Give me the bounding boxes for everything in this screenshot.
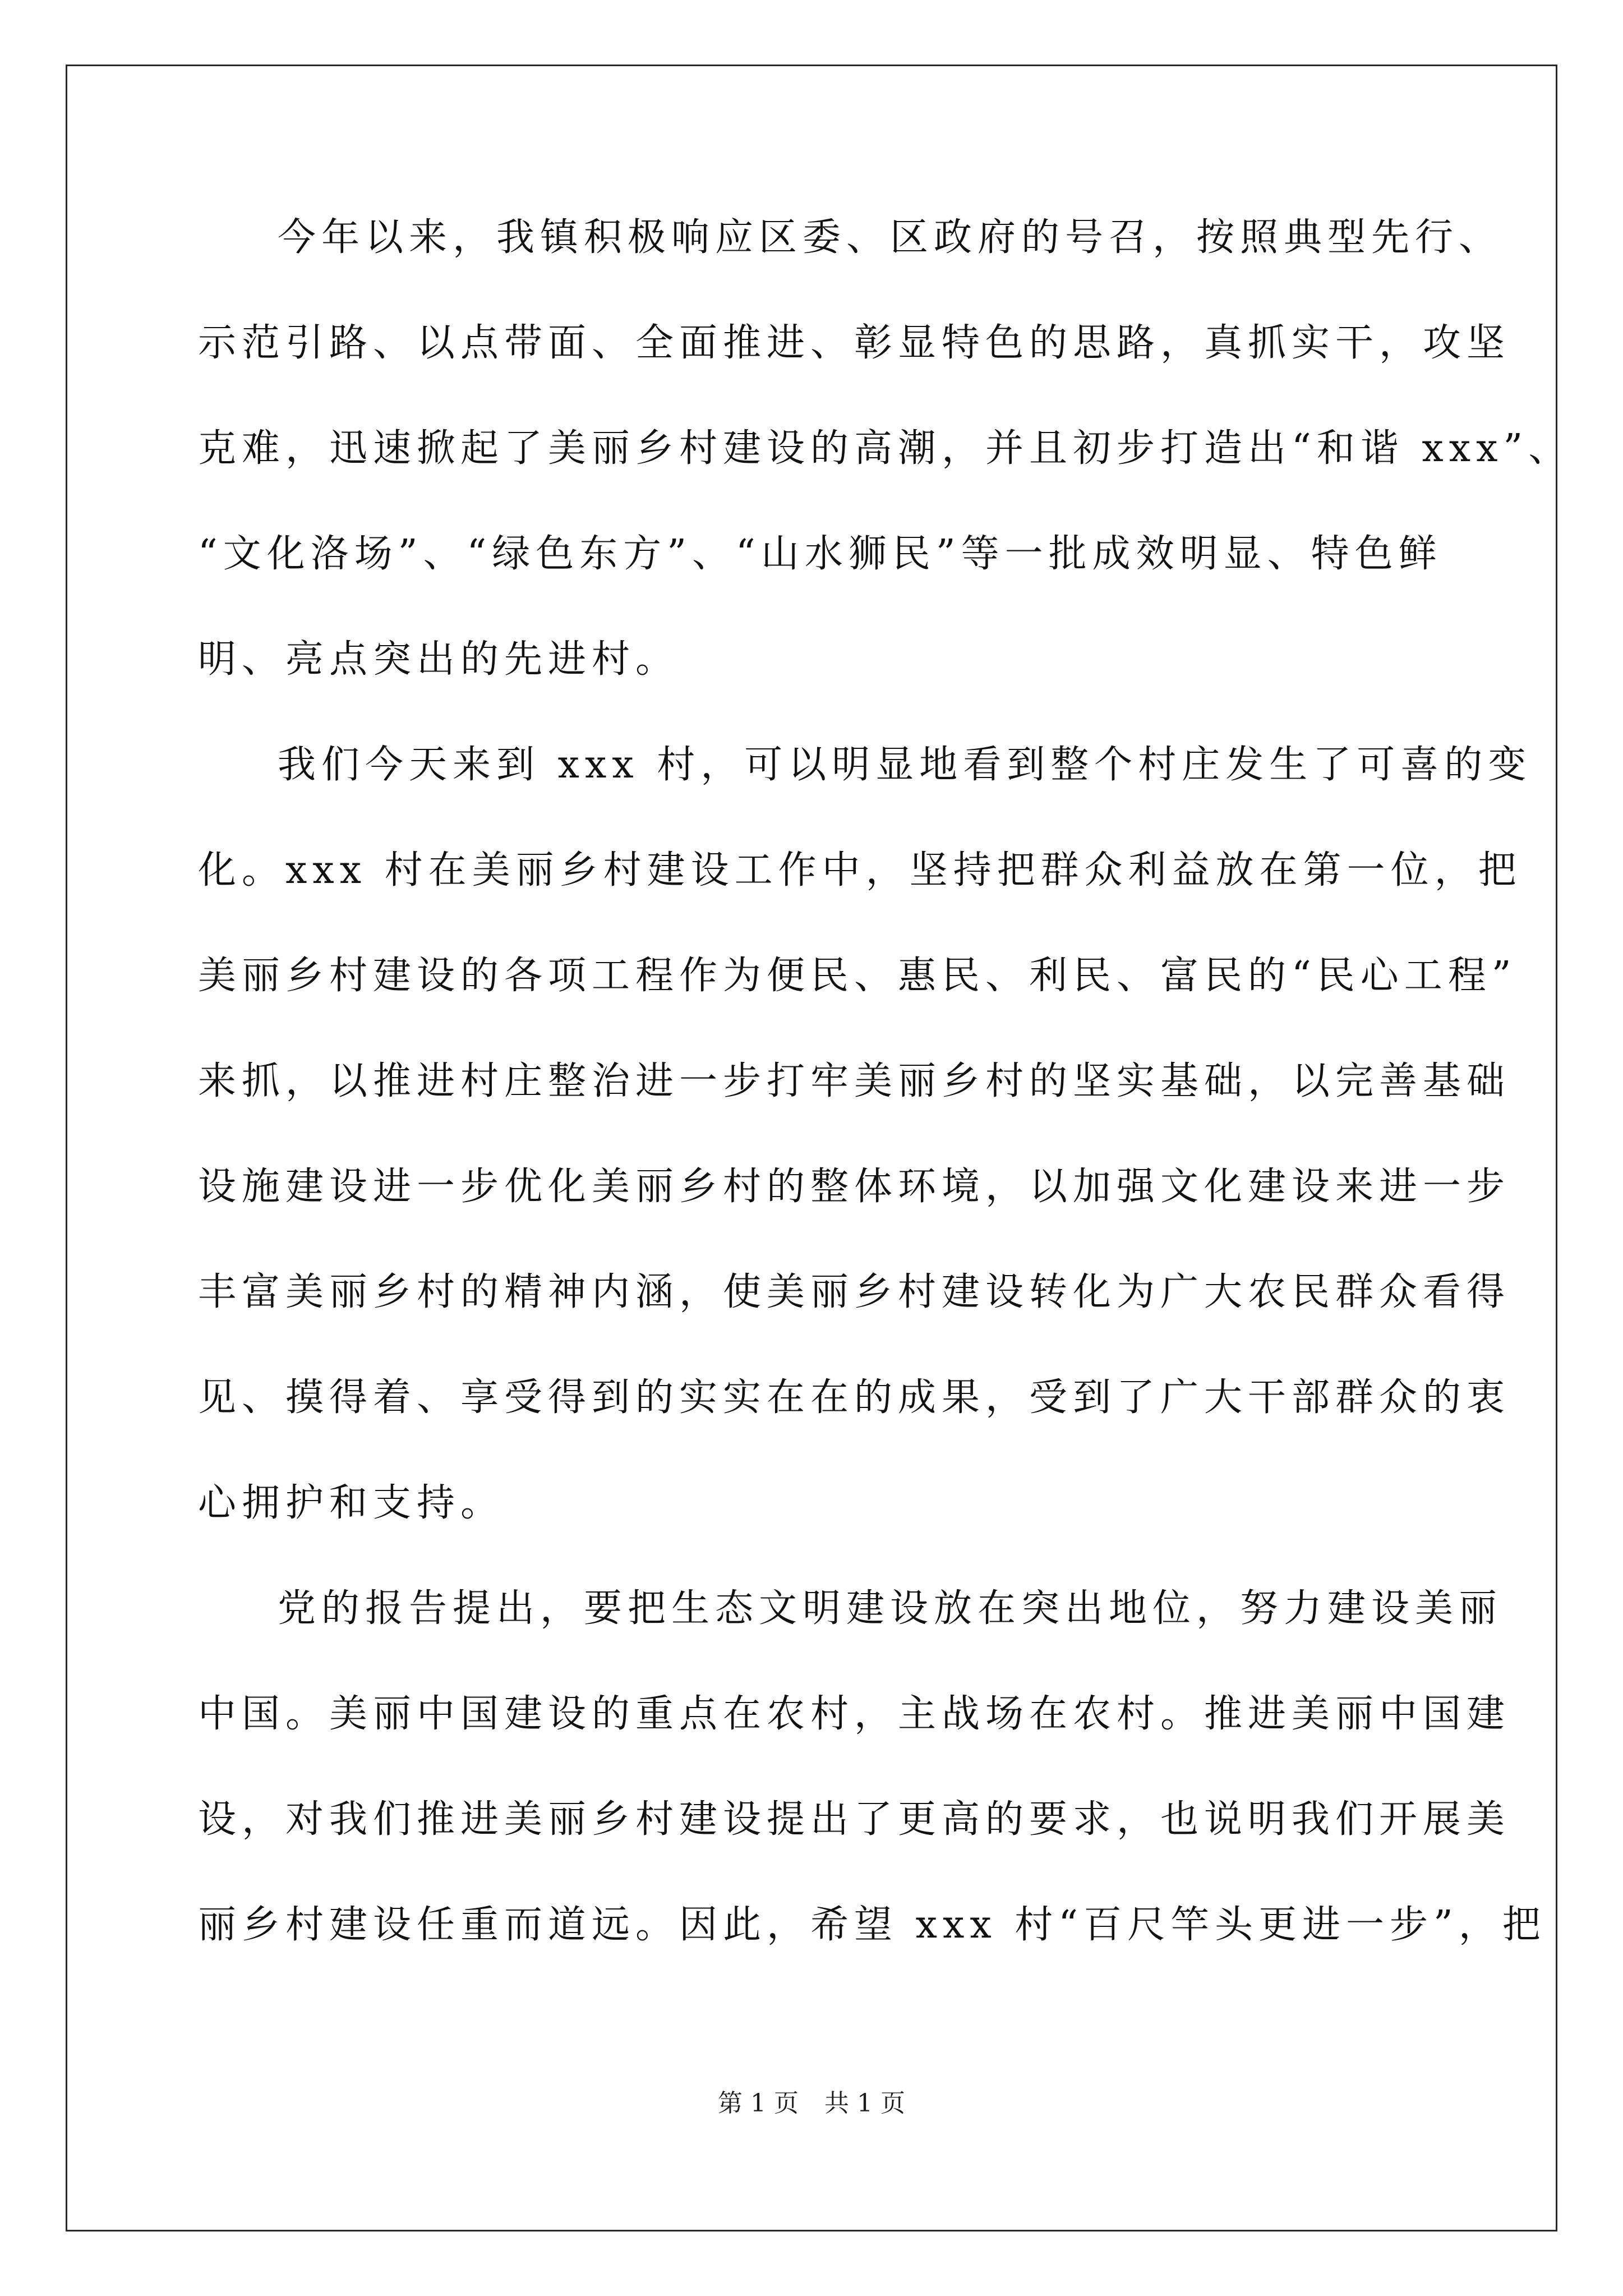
- paragraph-3-line-3: 设，对我们推进美丽乡村建设提出了更高的要求，也说明我们开展美: [198, 1797, 1511, 1842]
- page-number-current: 第 1 页: [718, 2089, 799, 2118]
- document-body: [198, 185, 1573, 1978]
- paragraph-1-line-2: 示范引路、以点带面、全面推进、彰显特色的思路，真抓实干，攻坚: [198, 321, 1511, 365]
- paragraph-1-line-5: 明、亮点突出的先进村。: [198, 637, 680, 682]
- page-footer: [0, 2087, 1623, 2120]
- paragraph-3-line-4: 丽乡村建设任重而道远。因此，希望 xxx 村“百尺竿头更进一步”，把: [198, 1903, 1546, 1947]
- page-number-total: 共 1 页: [824, 2089, 905, 2118]
- paragraph-1-line-3: 克难，迅速掀起了美丽乡村建设的高潮，并且初步打造出“和谐 xxx”、: [198, 426, 1573, 471]
- paragraph-2-line-5: 设施建设进一步优化美丽乡村的整体环境，以加强文化建设来进一步: [198, 1165, 1511, 1209]
- paragraph-2-line-2: 化。xxx 村在美丽乡村建设工作中，坚持把群众利益放在第一位，把: [198, 848, 1522, 892]
- paragraph-2-line-6: 丰富美丽乡村的精神内涵，使美丽乡村建设转化为广大农民群众看得: [198, 1270, 1511, 1314]
- paragraph-1-line-1: 今年以来，我镇积极响应区委、区政府的号召，按照典型先行、: [278, 215, 1503, 260]
- paragraph-2-line-1: 我们今天来到 xxx 村，可以明显地看到整个村庄发生了可喜的变: [278, 743, 1532, 787]
- paragraph-2-line-3: 美丽乡村建设的各项工程作为便民、惠民、利民、富民的“民心工程”: [198, 954, 1517, 998]
- paragraph-2-line-8: 心拥护和支持。: [198, 1481, 505, 1525]
- paragraph-2-line-7: 见、摸得着、享受得到的实实在在的成果，受到了广大干部群众的衷: [198, 1375, 1511, 1420]
- paragraph-3-line-2: 中国。美丽中国建设的重点在农村，主战场在农村。推进美丽中国建: [198, 1692, 1511, 1736]
- paragraph-3-line-1: 党的报告提出，要把生态文明建设放在突出地位，努力建设美丽: [278, 1586, 1503, 1631]
- paragraph-2-line-4: 来抓，以推进村庄整治进一步打牢美丽乡村的坚实基础，以完善基础: [198, 1059, 1511, 1103]
- paragraph-1-line-4: “文化洛场”、“绿色东方”、“山水狮民”等一批成效明显、特色鲜: [198, 532, 1442, 576]
